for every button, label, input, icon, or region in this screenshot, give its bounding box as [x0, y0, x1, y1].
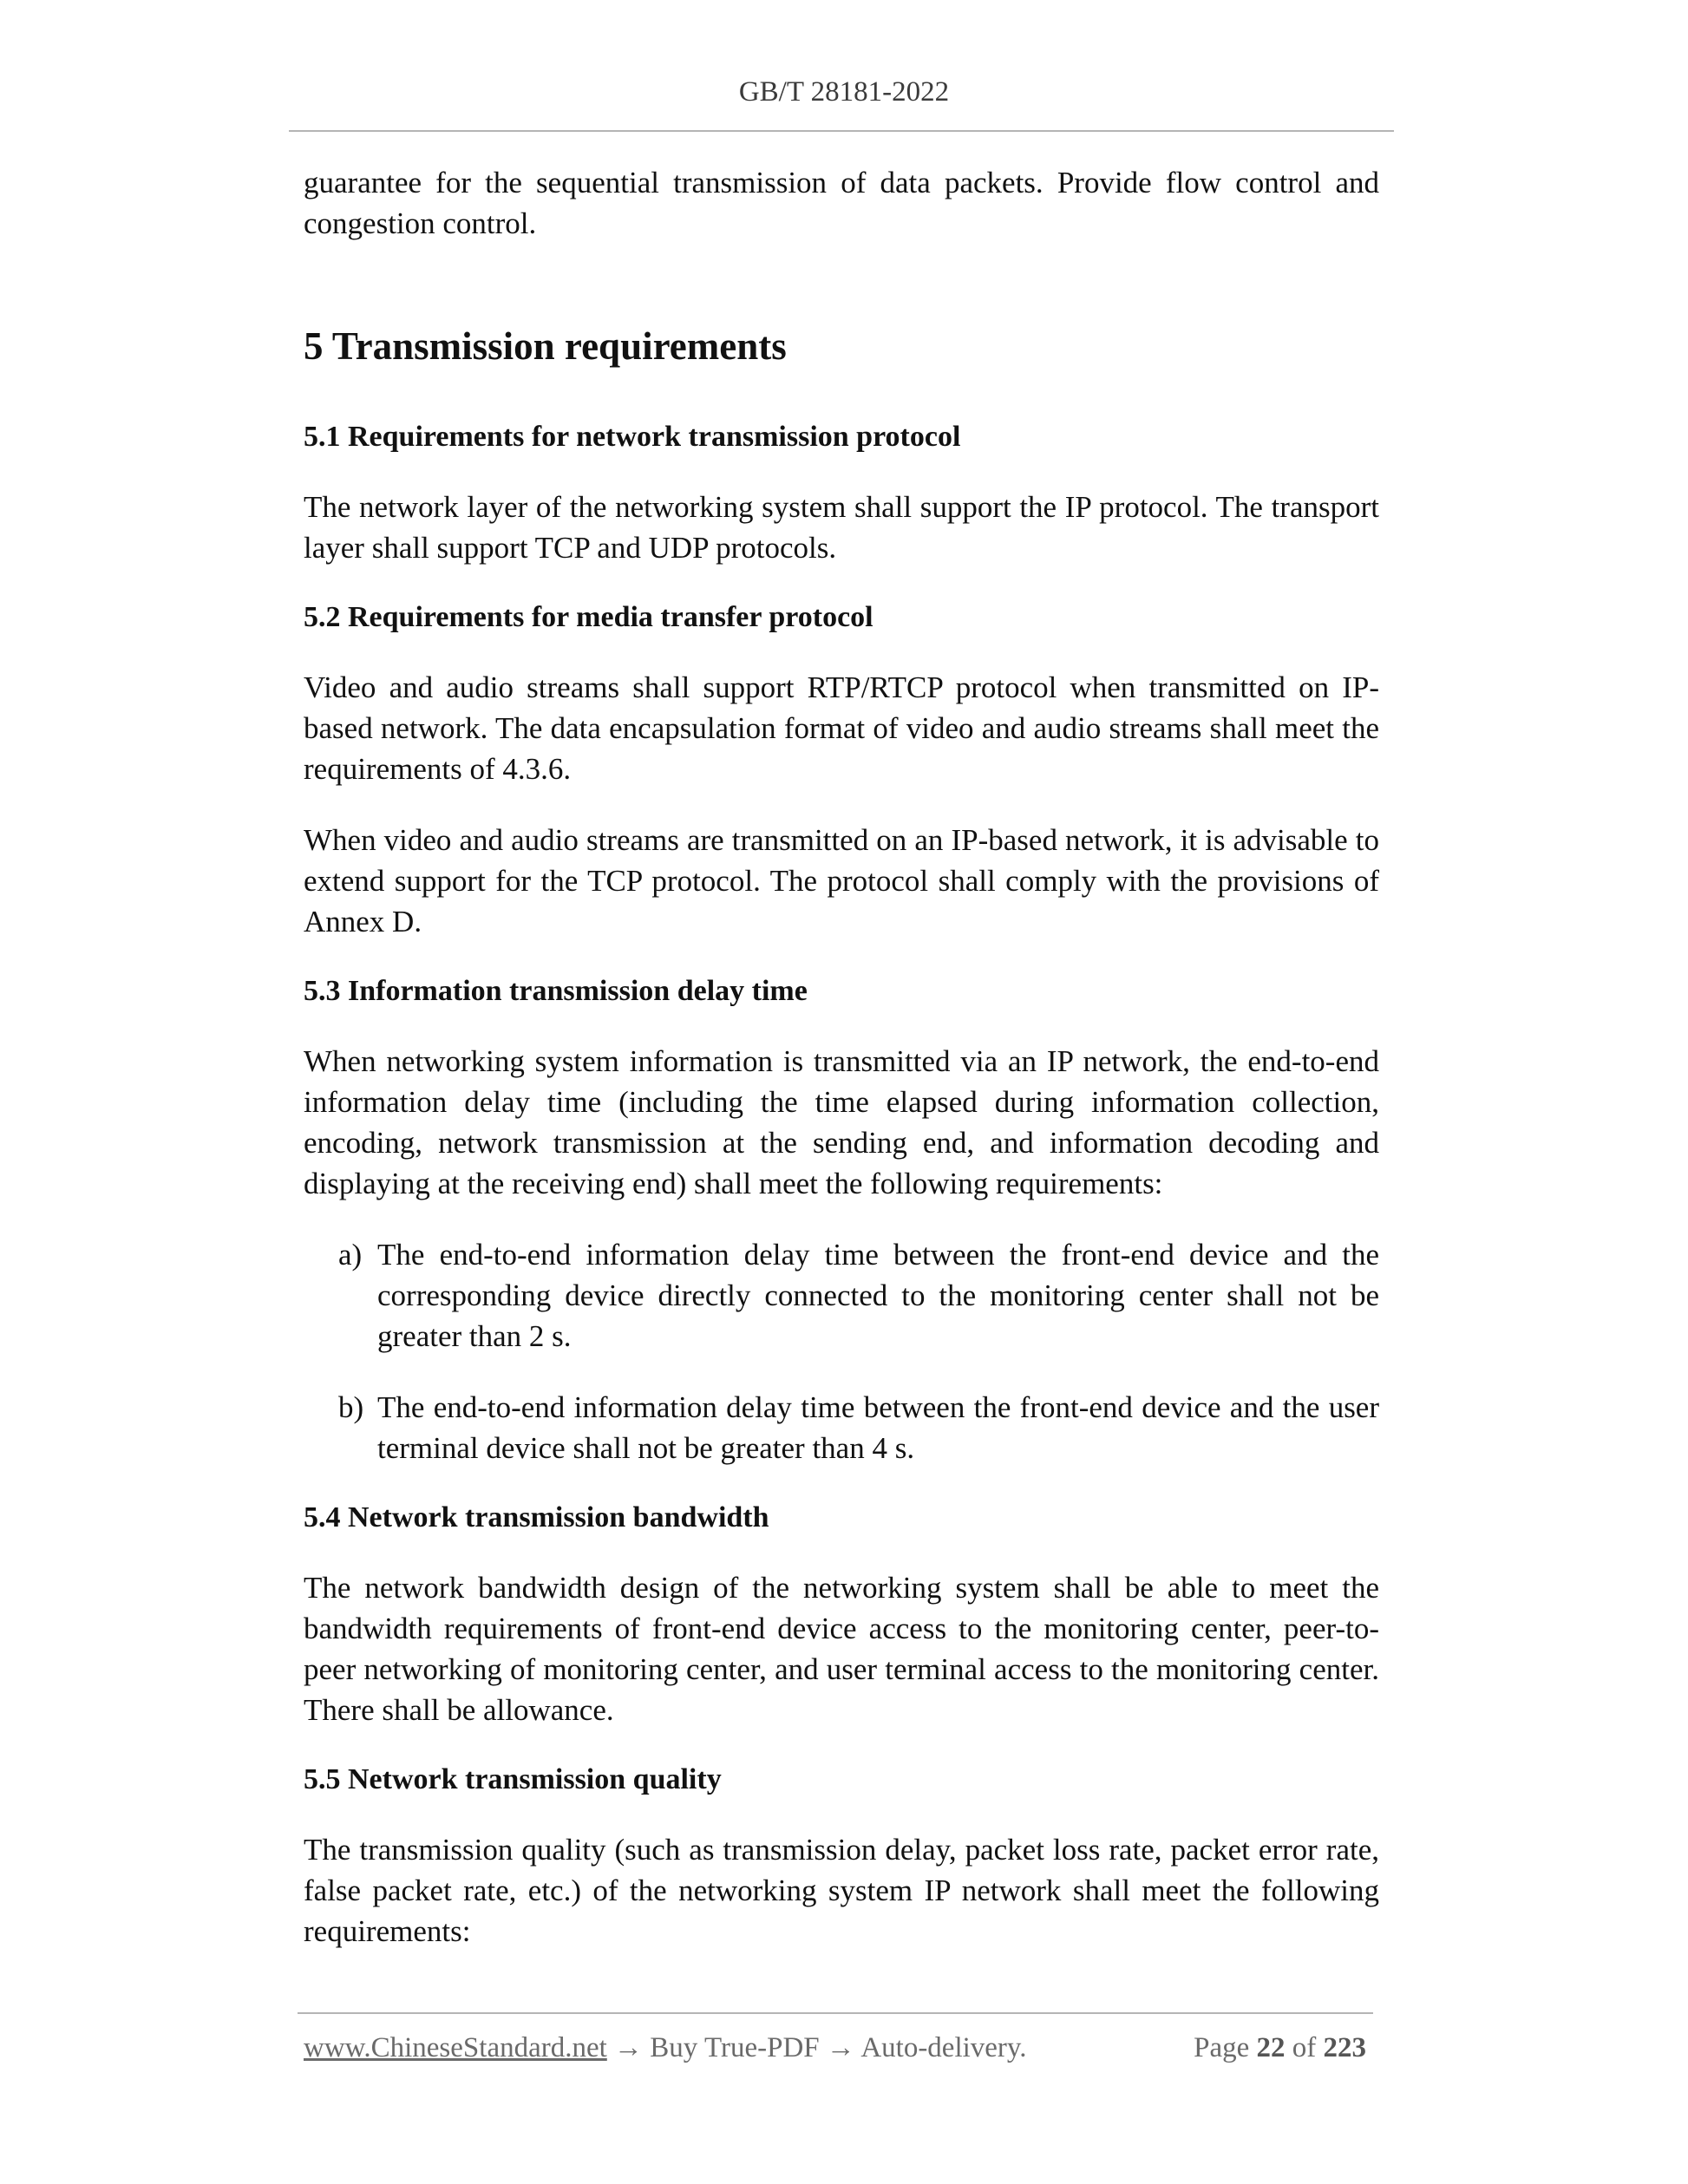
- section-5-1-heading: 5.1 Requirements for network transmission protocol: [304, 421, 961, 453]
- section-5-3-heading: 5.3 Information transmission delay time: [304, 975, 808, 1007]
- section-5-2-paragraph-1: Video and audio streams shall support RTP/RTCP protocol when transmitted on IP-based network. The data encapsulation format of video and audio streams shall meet the requirements of 4.3.6.: [304, 670, 1379, 786]
- document-code-header: GB/T 28181-2022: [738, 76, 950, 108]
- list-item-b: [304, 1387, 1379, 1468]
- section-5-4-paragraph: The network bandwidth design of the networking system shall be able to meet the bandwidth requirements of front-end device access to the monitoring center, peer-to-peer networking of monitoring center, and user terminal access to the monitoring center. There shall be allowance.: [304, 1571, 1379, 1727]
- page-content: [304, 162, 1379, 1982]
- section-5-5-paragraph: The transmission quality (such as transmission delay, packet loss rate, packet error rate, false packet rate, etc.) of the networking system IP network shall meet the following requirements:: [304, 1833, 1379, 1948]
- list-item-a-text: The end-to-end information delay time between the front-end device and the corresponding device directly connected to the monitoring center shall not be greater than 2 s.: [377, 1238, 1379, 1353]
- section-5-4-heading: 5.4 Network transmission bandwidth: [304, 1501, 769, 1533]
- page-label: Page: [1194, 2032, 1250, 2063]
- section-5-3-paragraph: When networking system information is transmitted via an IP network, the end-to-end information delay time (including the time elapsed during information collection, encoding, network transmission at the sending end, and information decoding and displaying at the receiving end) shall meet the following requirements:: [304, 1044, 1379, 1200]
- section-5-2-paragraph-2: When video and audio streams are transmitted on an IP-based network, it is advisable to extend support for the TCP protocol. The protocol shall comply with the provisions of Annex D.: [304, 823, 1379, 938]
- arrow-right-icon: →: [826, 2032, 855, 2063]
- list-item-b-text: The end-to-end information delay time between the front-end device and the user terminal device shall not be greater than 4 s.: [377, 1390, 1379, 1465]
- chapter-heading: 5 Transmission requirements: [304, 324, 787, 368]
- auto-delivery-text: Auto-delivery.: [860, 2032, 1027, 2063]
- page-number: [1194, 2032, 1366, 2064]
- list-item-a: [304, 1234, 1379, 1357]
- website-link[interactable]: www.ChineseStandard.net: [304, 2032, 607, 2063]
- page-of-label: of: [1292, 2032, 1317, 2063]
- continuation-paragraph: guarantee for the sequential transmission of data packets. Provide flow control and congestion control.: [304, 166, 1379, 240]
- section-5-2-heading: 5.2 Requirements for media transfer protocol: [304, 601, 873, 633]
- section-5-5-heading: 5.5 Network transmission quality: [304, 1763, 722, 1795]
- list-marker-a: a): [338, 1238, 363, 1272]
- current-page-number: 22: [1256, 2032, 1286, 2063]
- total-pages-number: 223: [1323, 2032, 1366, 2063]
- footer-links: [304, 2032, 1027, 2064]
- list-marker-b: b): [338, 1390, 364, 1424]
- footer-divider: [298, 2012, 1373, 2014]
- buy-true-pdf-text: Buy True-PDF: [650, 2032, 820, 2063]
- section-5-1-paragraph: The network layer of the networking system shall support the IP protocol. The transport layer shall support TCP and UDP protocols.: [304, 490, 1379, 565]
- arrow-right-icon: →: [614, 2032, 644, 2063]
- header-divider: [289, 130, 1394, 132]
